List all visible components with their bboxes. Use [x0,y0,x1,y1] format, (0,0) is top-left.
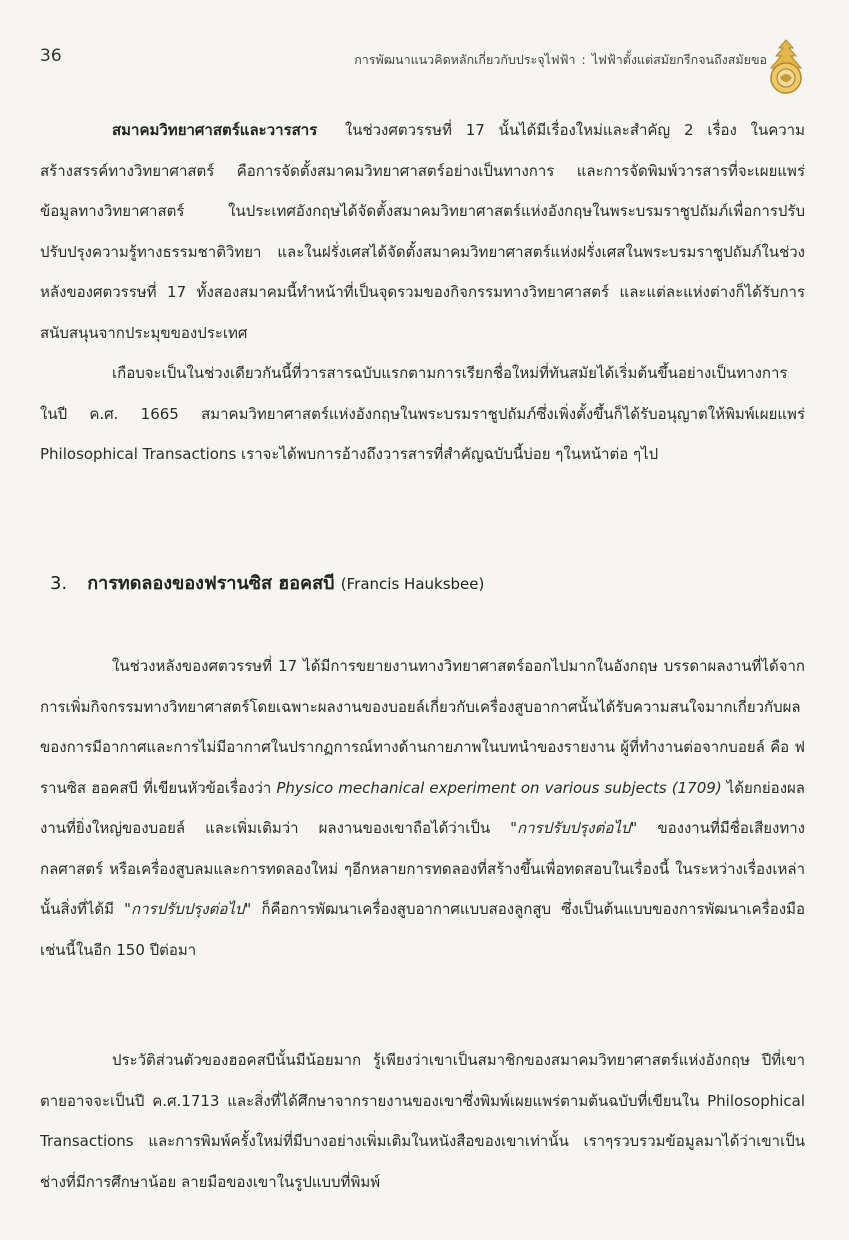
page-number: 36 [40,46,62,66]
header-title-right: ไฟฟ้าตั้งแต่สมัยกรีกจนถึงสมัยขอ [591,52,767,67]
paragraph-text: เกือบจะเป็นในช่วงเดียวกันนี้ที่วารสารฉบับแรกตามการเรียกชื่อใหม่ที่ทันสมัยได้เริ่มต้นขึ้นอย่างเป็นทางการในปี ค.ศ. 1665 สมาคมวิทยาศาสตร์แห่งอังกฤษในพระบรมราชูปถัมภ์ซึ่งเพิ่งตั้งขึ้นก็ได้รับอนุญาตให้พิมพ์เผยแพร่ Philosophical Transactions เราจะได้พบการอ้างถึงวารสารที่สำคัญฉบับนี้บ่อย ๆในหน้าต่อ ๆไป [40,364,805,463]
italic-quote: "การปรับปรุงต่อไป" [510,819,638,837]
italic-book-title: Physico mechanical experiment on various subjects (1709) [276,778,722,797]
header-separator: : [581,52,586,67]
section-title-en: (Francis Hauksbee) [340,575,485,593]
section-number: 3. [50,573,68,594]
paragraph-lead: สมาคมวิทยาศาสตร์และวารสาร [112,121,318,139]
section-title: การทดลองของฟรานซิส ฮอคสบี [87,573,335,594]
paragraph-text: ประวัติส่วนตัวของฮอคสบีนั้นมีน้อยมาก รู้เพียงว่าเขาเป็นสมาชิกของสมาคมวิทยาศาสตร์แห่งอังกฤษ ปีที่เขาตายอาจจะเป็นปี ค.ศ.1713 และสิ่งที่ได้ศึกษาจากรายงานของเขาซึ่งพิมพ์เผยแพร่ตามต้นฉบับที่เขียนใน Philosophical Transactions และการพิมพ์ครั้งใหม่ที่มีบางอย่างเพิ่มเติมในหนังสือของเขาเท่านั้น เราๆรวบรวมข้อมูลมาได้ว่าเขาเป็นช่างที่มีการศึกษาน้อย ลายมือของเขาในรูปแบบที่พิมพ์ [40,1051,805,1191]
paragraph-text: ของงานที่มีชื่อเสียงทางกลศาสตร์ หรือเครื่องสูบลมและการทดลองใหม่ ๆอีกหลายการทดลองที่สร้างขึ้นเพื่อทดสอบในเรื่องนี้ ในระหว่างเรื่องเหล่านั้นสิ่งที่ได้มี [40,819,805,918]
running-header [354,50,767,70]
paragraph-societies [40,110,805,353]
paragraph-journal [40,353,805,475]
paragraph-biography [40,1040,805,1202]
emblem-seal-icon [763,38,809,96]
section-heading [50,568,484,597]
paragraph-hauksbee-work [40,646,805,970]
paragraph-text: ในช่วงหลังของศตวรรษที่ 17 ได้มีการขยายงานทางวิทยาศาสตร์ออกไปมากในอังกฤษ บรรดาผลงานที่ได้จากการเพิ่มกิจกรรมทางวิทยาศาสตร์โดยเฉพาะผลงานของบอยล์เกี่ยวกับเครื่องสูบอากาศนั้นได้รับความสนใจมากเกี่ยวกับผลของการมีอากาศและการไม่มีอากาศในปรากฏการณ์ทางด้านกายภาพในบทนำของรายงาน ผู้ที่ทำงานต่อจากบอยล์ คือ ฟรานซิส ฮอคสบี ที่เขียนหัวข้อเรื่องว่า [40,657,805,797]
header-title-left: การพัฒนาแนวคิดหลักเกี่ยวกับประจุไฟฟ้า [354,52,576,67]
italic-quote: "การปรับปรุงต่อไป" [124,900,252,918]
paragraph-text: ในช่วงศตวรรษที่ 17 นั้นได้มีเรื่องใหม่และสำคัญ 2 เรื่อง ในความสร้างสรรค์ทางวิทยาศาสตร์ คือการจัดตั้งสมาคมวิทยาศาสตร์อย่างเป็นทางการ และการจัดพิมพ์วารสารที่จะเผยแพร่ข้อมูลทางวิทยาศาสตร์ ในประเทศอังกฤษได้จัดตั้งสมาคมวิทยาศาสตร์แห่งอังกฤษในพระบรมราชูปถัมภ์เพื่อการปรับปรับปรุงความรู้ทางธรรมชาติวิทยา และในฝรั่งเศสได้จัดตั้งสมาคมวิทยาศาสตร์แห่งฝรั่งเศสในพระบรมราชูปถัมภ์ในช่วงหลังของศตวรรษที่ 17 ทั้งสองสมาคมนี้ทำหน้าที่เป็นจุดรวมของกิจกรรมทางวิทยาศาสตร์ และแต่ละแห่งต่างก็ได้รับการสนับสนุนจากประมุขของประเทศ [40,121,805,342]
paragraph-text: ก็คือการพัฒนาเครื่องสูบอากาศแบบสองลูกสูบ ซึ่งเป็นต้นแบบของการพัฒนาเครื่องมือเช่นนี้ในอีก 150 ปีต่อมา [40,900,805,959]
paragraph-text: ได้ยกย่องผลงานที่ยิ่งใหญ่ของบอยล์ และเพิ่มเติมว่า ผลงานของเขาถือได้ว่าเป็น [40,778,805,837]
